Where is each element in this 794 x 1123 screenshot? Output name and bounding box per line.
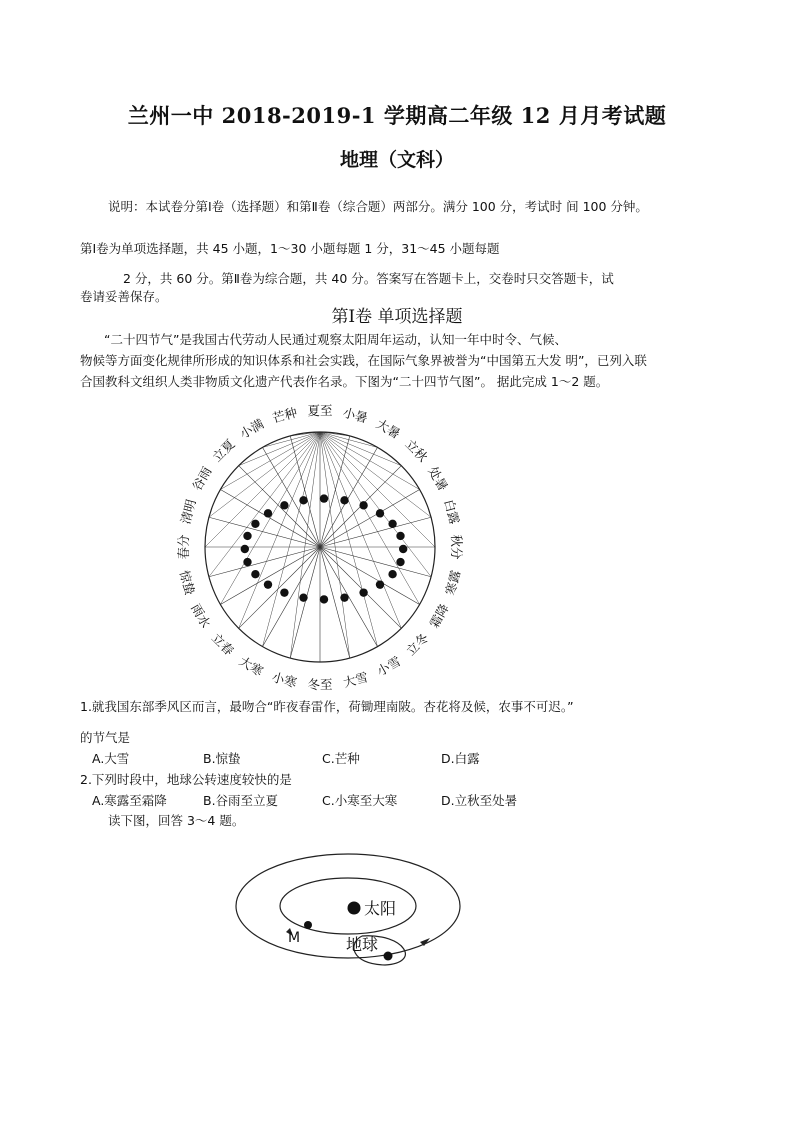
term-dot: [399, 545, 407, 553]
term-dot: [396, 532, 404, 540]
term-dot: [388, 520, 396, 528]
term-dot: [243, 532, 251, 540]
exam-title: 兰州一中 2018-2019-1 学期高二年级 12 月月考试题: [127, 103, 667, 128]
term-spoke-line: [320, 547, 431, 577]
q1-stem: 1.就我国东部季风区而言，最吻合“昨夜春雷作，荷锄理南陂。杏花将及候，农事不可迟。”: [80, 699, 574, 714]
term-label: 大暑: [373, 416, 403, 442]
earth-dot: [384, 952, 393, 961]
instructions-note: 说明：本试卷分第Ⅰ卷（选择题）和第Ⅱ卷（综合题）两部分。满分 100 分，考试时 间 100 分钟。: [108, 199, 648, 214]
term-dot: [376, 580, 384, 588]
intro-line-1: “二十四节气”是我国古代劳动人民通过观察太阳周年运动，认知一年中时令、气候、: [104, 332, 567, 347]
term-spoke-line: [320, 436, 350, 547]
intro-line-2: 物候等方面变化规律所形成的知识体系和社会实践，在国际气象界被誉为“中国第五大发 明”，已列入联: [80, 353, 647, 368]
solar-terms-diagram: [160, 398, 480, 696]
term-fan-line: [320, 432, 378, 647]
sun-dot: [348, 902, 361, 915]
term-dot: [359, 501, 367, 509]
point-m-label: M: [288, 930, 301, 946]
term-dot: [251, 520, 259, 528]
term-fan-line: [239, 432, 320, 628]
q1-option-d[interactable]: D.白露: [441, 751, 480, 766]
term-label: 寒露: [442, 568, 464, 597]
term-label: 霜降: [426, 601, 452, 631]
term-spoke-line: [290, 436, 320, 547]
term-spoke-line: [320, 547, 378, 647]
term-spoke-line: [320, 547, 420, 605]
term-dot: [251, 570, 259, 578]
term-fan-line: [320, 432, 378, 447]
q1-option-b[interactable]: B.惊蛰: [203, 751, 241, 766]
exam-subtitle: 地理（文科）: [339, 149, 454, 171]
intro-line-3: 合国教科文组织人类非物质文化遗产代表作名录。下图为“二十四节气图”。 据此完成 1～2 题。: [80, 374, 609, 389]
term-spoke-line: [209, 517, 320, 547]
sun-label: 太阳: [364, 899, 397, 918]
term-label: 立春: [208, 630, 237, 659]
term-dot: [388, 570, 396, 578]
instructions-line-1: 第Ⅰ卷为单项选择题，共 45 小题，1～30 小题每题 1 分，31～45 小题每题: [80, 241, 500, 256]
term-dot: [280, 588, 288, 596]
term-spoke-line: [209, 547, 320, 577]
term-spoke-line: [290, 547, 320, 658]
term-dot: [320, 595, 328, 603]
term-label: 春分: [176, 534, 191, 560]
term-dot: [299, 496, 307, 504]
earth-orbit-diagram: [230, 848, 470, 978]
term-spoke-line: [239, 547, 320, 628]
term-dot: [299, 593, 307, 601]
term-label: 立冬: [403, 630, 432, 659]
q3-intro: 读下图，回答 3～4 题。: [108, 813, 245, 828]
q2-stem: 2.下列时段中，地球公转速度较快的是: [80, 772, 292, 787]
term-label: 雨水: [188, 601, 214, 631]
term-label: 惊蛰: [176, 568, 198, 597]
q2-option-c[interactable]: C.小寒至大寒: [322, 793, 398, 808]
term-dot: [241, 545, 249, 553]
term-label: 小暑: [341, 404, 370, 426]
term-label: 大寒: [236, 653, 266, 679]
term-dot: [340, 496, 348, 504]
term-dot: [243, 558, 251, 566]
term-label: 处暑: [425, 464, 451, 494]
term-spoke-line: [320, 517, 431, 547]
section-title: 第Ⅰ卷 单项选择题: [331, 307, 463, 327]
term-dot: [264, 580, 272, 588]
q2-option-d[interactable]: D.立秋至处暑: [441, 793, 518, 808]
term-dot: [376, 509, 384, 517]
term-fan-line: [290, 432, 320, 658]
term-label: 冬至: [307, 677, 333, 692]
term-label: 立秋: [402, 436, 431, 465]
term-dot: [264, 509, 272, 517]
term-fan-line: [320, 432, 350, 658]
term-label: 秋分: [449, 534, 464, 560]
term-label: 小雪: [374, 653, 404, 679]
instructions-line-3: 卷请妥善保存。: [80, 289, 168, 304]
term-label: 小满: [237, 416, 267, 442]
term-label: 夏至: [307, 403, 333, 418]
instructions-line-2: 2 分，共 60 分。第Ⅱ卷为综合题，共 40 分。答案写在答题卡上，交卷时只交答题卡，试: [123, 271, 614, 286]
q1-option-c[interactable]: C.芒种: [322, 751, 360, 766]
term-fan-line: [320, 432, 401, 628]
term-label: 谷雨: [189, 464, 215, 494]
term-fan-line: [320, 432, 420, 605]
term-fan-line: [320, 432, 420, 490]
q1-stem-continued: 的节气是: [80, 730, 131, 745]
term-label: 大雪: [341, 669, 370, 691]
q2-option-a[interactable]: A.寒露至霜降: [92, 793, 167, 808]
term-spoke-line: [263, 547, 321, 647]
term-label: 立夏: [209, 436, 238, 465]
q1-option-a[interactable]: A.大雪: [92, 751, 130, 766]
term-spoke-line: [320, 547, 401, 628]
q2-option-b[interactable]: B.谷雨至立夏: [203, 793, 279, 808]
term-label: 清明: [177, 497, 199, 526]
earth-label: 地球: [346, 935, 379, 954]
term-dot: [340, 593, 348, 601]
term-dot: [320, 494, 328, 502]
term-dot: [396, 558, 404, 566]
term-label: 芒种: [270, 404, 299, 426]
term-label: 白露: [441, 497, 463, 526]
term-label: 小寒: [270, 669, 299, 691]
term-dot: [359, 588, 367, 596]
point-m-dot: [304, 921, 312, 929]
term-dot: [280, 501, 288, 509]
